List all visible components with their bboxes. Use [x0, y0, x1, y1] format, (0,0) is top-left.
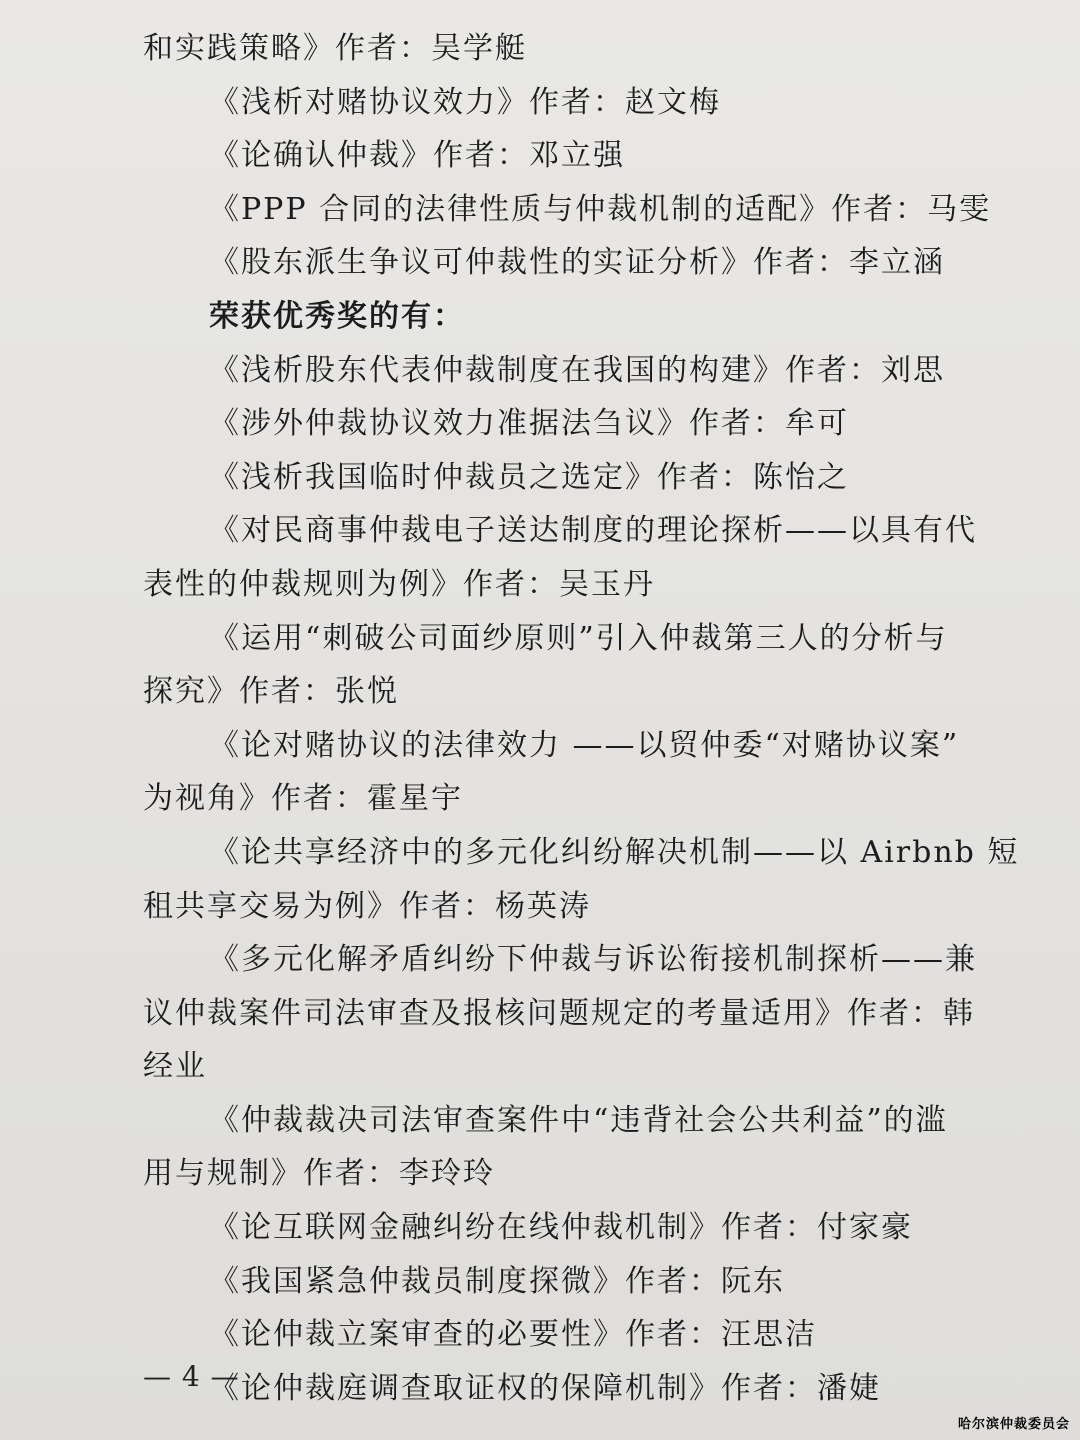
- text-line: 经业: [143, 1049, 207, 1085]
- text-line: 《论仲裁立案审查的必要性》作者：汪思洁: [209, 1317, 817, 1353]
- text-line: 《浅析我国临时仲裁员之选定》作者：陈怡之: [209, 459, 849, 495]
- text-line: 《股东派生争议可仲裁性的实证分析》作者：李立涵: [209, 245, 945, 281]
- text-line: 表性的仲裁规则为例》作者：吴玉丹: [143, 566, 655, 602]
- text-line: 《我国紧急仲裁员制度探微》作者：阮东: [209, 1263, 785, 1299]
- text-line: 《运用“刺破公司面纱原则”引入仲裁第三人的分析与: [209, 620, 948, 656]
- text-line: 《涉外仲裁协议效力准据法刍议》作者：牟可: [209, 406, 849, 442]
- page-number: — 4 —: [143, 1360, 240, 1393]
- text-line: 《论确认仲裁》作者：邓立强: [209, 138, 625, 174]
- text-line: 用与规制》作者：李玲玲: [143, 1156, 495, 1192]
- text-line: 租共享交易为例》作者：杨英涛: [143, 888, 591, 924]
- text-line: 为视角》作者：霍星宇: [143, 781, 463, 817]
- text-line: 议仲裁案件司法审查及报核问题规定的考量适用》作者：韩: [143, 995, 975, 1031]
- text-line: 探究》作者：张悦: [143, 674, 399, 710]
- watermark: 哈尔滨仲裁委员会: [957, 1417, 1070, 1432]
- text-line: 《浅析对赌协议效力》作者：赵文梅: [209, 84, 721, 120]
- text-line: 和实践策略》作者：吴学艇: [143, 31, 527, 66]
- text-line: 《论互联网金融纠纷在线仲裁机制》作者：付家豪: [209, 1210, 913, 1246]
- text-line: 《论对赌协议的法律效力 ——以贸仲委“对赌协议案”: [209, 727, 960, 763]
- section-heading: 荣获优秀奖的有：: [209, 298, 465, 334]
- text-line: 《论共享经济中的多元化纠纷解决机制——以 Airbnb 短: [209, 834, 1020, 870]
- text-line: 《论仲裁庭调查取证权的保障机制》作者：潘婕: [209, 1370, 881, 1406]
- text-line: 《对民商事仲裁电子送达制度的理论探析——以具有代: [209, 513, 977, 549]
- text-line: 《多元化解矛盾纠纷下仲裁与诉讼衔接机制探析——兼: [209, 942, 977, 978]
- text-line: 《浅析股东代表仲裁制度在我国的构建》作者：刘思: [209, 352, 945, 388]
- document-body: [143, 22, 1020, 1415]
- text-line: 《PPP 合同的法律性质与仲裁机制的适配》作者：马雯: [209, 191, 992, 227]
- text-line: 《仲裁裁决司法审查案件中“违背社会公共利益”的滥: [209, 1102, 948, 1138]
